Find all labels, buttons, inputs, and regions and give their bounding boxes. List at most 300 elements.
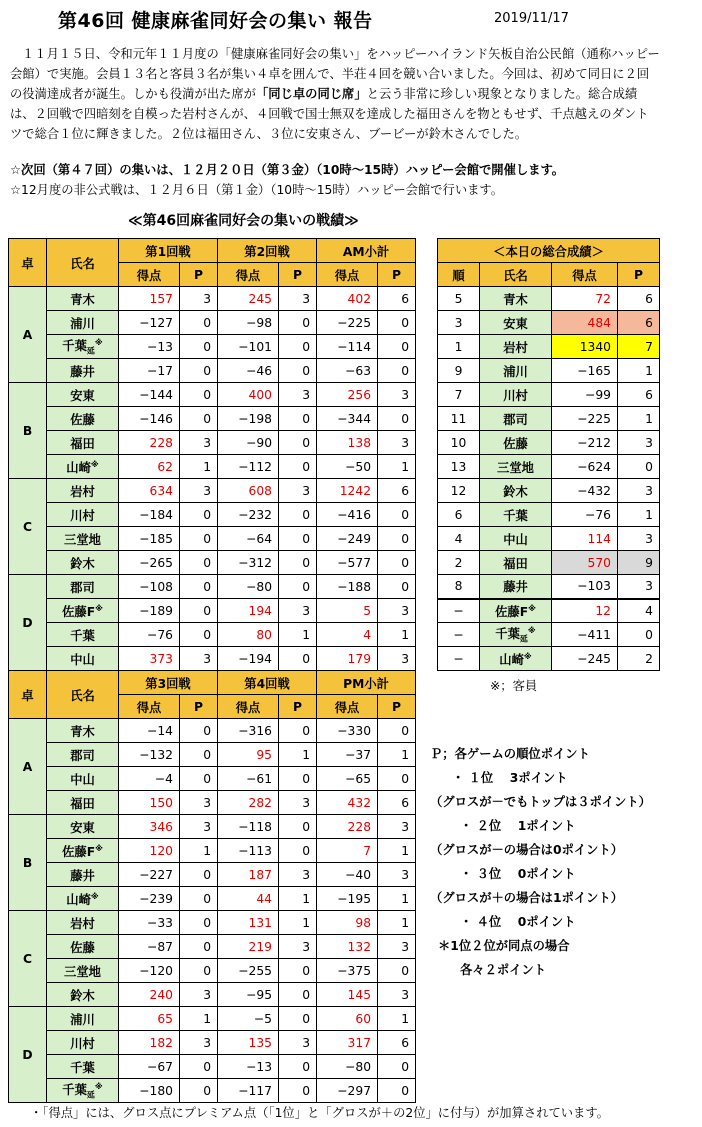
points-cell: 7: [618, 335, 660, 359]
table-id: D: [9, 575, 47, 671]
table-row: [9, 311, 416, 335]
col-header-rank: 順: [438, 263, 480, 287]
col-header-group: 第3回戦: [119, 671, 218, 695]
points-cell: 3: [180, 431, 218, 455]
player-name: [480, 623, 552, 647]
points-cell: 6: [618, 287, 660, 311]
col-header-score: 得点: [119, 263, 180, 287]
points-cell: 6: [378, 287, 416, 311]
points-cell: 1: [378, 911, 416, 935]
points-cell: 0: [180, 959, 218, 983]
rank-cell: −: [438, 623, 480, 647]
score-cell: −117: [218, 1079, 279, 1103]
points-cell: 0: [279, 407, 317, 431]
score-cell: −108: [119, 575, 180, 599]
table-id: C: [9, 911, 47, 1007]
points-cell: 1: [618, 359, 660, 383]
points-cell: 0: [180, 311, 218, 335]
points-cell: 3: [279, 287, 317, 311]
player-name-text: 佐藤: [503, 436, 528, 451]
player-name: [47, 503, 119, 527]
col-header-points: P: [279, 263, 317, 287]
points-cell: 6: [378, 791, 416, 815]
next-meeting-notice: ☆次回（第４７回）の集いは、１２月２０日（第３金）（10時〜15時）ハッピー会館で開催します。: [10, 163, 565, 177]
points-cell: 3: [180, 287, 218, 311]
points-cell: 0: [279, 983, 317, 1007]
col-header-name: 氏名: [47, 239, 119, 287]
score-cell: 346: [119, 815, 180, 839]
player-name-text: 佐藤F: [62, 844, 96, 859]
player-name-text: 藤井: [70, 868, 95, 883]
player-name: [480, 647, 552, 671]
score-cell: 282: [218, 791, 279, 815]
score-cell: 4: [317, 623, 378, 647]
points-cell: 0: [618, 455, 660, 479]
points-cell: 0: [279, 959, 317, 983]
score-cell: −180: [119, 1079, 180, 1103]
table-row: [9, 791, 416, 815]
legend-line: Ｐ；各ゲームの順位ポイント: [430, 747, 590, 761]
points-cell: 3: [279, 863, 317, 887]
score-cell: −40: [317, 863, 378, 887]
table-row: [9, 551, 416, 575]
points-cell: 0: [378, 335, 416, 359]
player-name-text: 藤井: [503, 580, 528, 595]
score-cell: 114: [552, 527, 618, 551]
score-cell: −227: [119, 863, 180, 887]
player-name: [47, 839, 119, 863]
player-name: [47, 311, 119, 335]
rank-cell: 8: [438, 575, 480, 599]
score-cell: 194: [218, 599, 279, 623]
points-cell: 9: [618, 551, 660, 575]
score-cell: −101: [218, 335, 279, 359]
points-cell: 0: [180, 551, 218, 575]
player-name: [47, 599, 119, 623]
points-cell: 0: [618, 623, 660, 647]
points-cell: 3: [180, 1031, 218, 1055]
table-row: [9, 1031, 416, 1055]
player-name-text: 中山: [70, 652, 95, 667]
score-cell: 1242: [317, 479, 378, 503]
guest-mark: ※: [95, 603, 103, 613]
player-name: [47, 575, 119, 599]
points-cell: 6: [618, 383, 660, 407]
player-name: [47, 479, 119, 503]
col-header-group: 第4回戦: [218, 671, 317, 695]
score-cell: −411: [552, 623, 618, 647]
player-name-text: 中山: [70, 772, 95, 787]
score-cell: −416: [317, 503, 378, 527]
score-cell: −432: [552, 479, 618, 503]
points-cell: 3: [180, 815, 218, 839]
points-cell: 0: [180, 911, 218, 935]
player-name-text: 郡司: [503, 412, 528, 427]
player-name-text: 三堂地: [64, 532, 101, 547]
score-cell: −255: [218, 959, 279, 983]
points-cell: 1: [378, 887, 416, 911]
points-cell: 0: [378, 527, 416, 551]
points-cell: 3: [618, 431, 660, 455]
player-name-text: 郡司: [70, 580, 95, 595]
score-cell: −95: [218, 983, 279, 1007]
score-cell: −330: [317, 719, 378, 743]
points-cell: 0: [279, 815, 317, 839]
score-cell: 256: [317, 383, 378, 407]
player-name: [47, 407, 119, 431]
score-cell: −13: [218, 1055, 279, 1079]
col-header-group: PM小計: [317, 671, 416, 695]
rank-cell: 6: [438, 503, 480, 527]
points-cell: 1: [279, 743, 317, 767]
score-cell: −90: [218, 431, 279, 455]
table-row: [9, 911, 416, 935]
score-cell: −232: [218, 503, 279, 527]
col-header-points: P: [378, 695, 416, 719]
player-name-text: 安東: [70, 820, 95, 835]
score-cell: −63: [317, 359, 378, 383]
player-name: [47, 743, 119, 767]
points-cell: 0: [279, 1079, 317, 1103]
player-name-text: 藤井: [70, 364, 95, 379]
points-cell: 1: [378, 455, 416, 479]
rank-cell: 10: [438, 431, 480, 455]
col-header-score: 得点: [218, 695, 279, 719]
points-cell: 3: [378, 599, 416, 623]
points-cell: 1: [618, 407, 660, 431]
player-name-text: 中山: [503, 532, 528, 547]
score-cell: 570: [552, 551, 618, 575]
player-name: [47, 359, 119, 383]
legend-line: （グロスが－の場合は0ポイント）: [430, 843, 624, 857]
score-cell: 65: [119, 1007, 180, 1031]
points-cell: 0: [180, 503, 218, 527]
points-cell: 0: [279, 311, 317, 335]
points-cell: 1: [180, 839, 218, 863]
pm-results-table: [8, 670, 416, 1103]
player-name: [47, 983, 119, 1007]
score-cell: 72: [552, 287, 618, 311]
player-name: [480, 575, 552, 599]
points-cell: 6: [378, 1031, 416, 1055]
legend-line: ・ ２位 1ポイント: [460, 819, 576, 833]
player-name: [47, 767, 119, 791]
points-cell: 0: [279, 839, 317, 863]
points-cell: 1: [180, 1007, 218, 1031]
score-cell: 634: [119, 479, 180, 503]
name-subscript: 延: [86, 1090, 95, 1100]
score-cell: 179: [317, 647, 378, 671]
score-cell: −184: [119, 503, 180, 527]
table-id: B: [9, 383, 47, 479]
score-cell: −189: [119, 599, 180, 623]
col-header-group: AM小計: [317, 239, 416, 263]
score-cell: −312: [218, 551, 279, 575]
rank-cell: 12: [438, 479, 480, 503]
player-name: [480, 407, 552, 431]
am-results-table: [8, 238, 416, 671]
points-cell: 1: [279, 623, 317, 647]
player-name-text: 千葉: [62, 1083, 87, 1098]
score-cell: −87: [119, 935, 180, 959]
player-name: [47, 791, 119, 815]
rank-cell: 7: [438, 383, 480, 407]
player-name-text: 川村: [70, 508, 95, 523]
points-cell: 0: [180, 407, 218, 431]
table-row: [9, 1007, 416, 1031]
score-cell: −64: [218, 527, 279, 551]
player-name-text: 岩村: [70, 484, 95, 499]
guest-mark: ※: [94, 338, 103, 348]
score-cell: −80: [317, 1055, 378, 1079]
points-cell: 3: [279, 1031, 317, 1055]
table-row: [9, 719, 416, 743]
points-cell: 1: [378, 839, 416, 863]
score-cell: −212: [552, 431, 618, 455]
score-cell: 131: [218, 911, 279, 935]
score-cell: 240: [119, 983, 180, 1007]
player-name-text: 青木: [70, 724, 95, 739]
score-cell: −4: [119, 767, 180, 791]
score-cell: −37: [317, 743, 378, 767]
player-name: [480, 455, 552, 479]
name-subscript: 延: [519, 634, 528, 644]
points-cell: 0: [180, 767, 218, 791]
table-row: [438, 287, 660, 311]
points-cell: 3: [279, 935, 317, 959]
table-row: [438, 479, 660, 503]
player-name: [480, 551, 552, 575]
points-cell: 0: [279, 575, 317, 599]
score-cell: −146: [119, 407, 180, 431]
score-cell: −132: [119, 743, 180, 767]
rank-cell: 3: [438, 311, 480, 335]
score-cell: 80: [218, 623, 279, 647]
col-header-score: 得点: [218, 263, 279, 287]
score-cell: −98: [218, 311, 279, 335]
table-row: [9, 383, 416, 407]
score-cell: 44: [218, 887, 279, 911]
points-cell: 0: [279, 503, 317, 527]
player-name: [480, 527, 552, 551]
table-row: [9, 575, 416, 599]
intro-text-2: と云う非常に珍しい現象となりました。総合成績は、２回戦で四暗刻を自模った岩村さんが、４回戦で国士無双を達成した福田さんを物ともせず、千点越えのダントツで総合１位に輝きました。２位は福田さん、３位に安東さん、ブービーが鈴木さんでした。: [10, 87, 649, 141]
score-cell: 608: [218, 479, 279, 503]
score-cell: −65: [317, 767, 378, 791]
points-cell: 1: [378, 743, 416, 767]
table-row: [9, 431, 416, 455]
table-row: [438, 335, 660, 359]
player-name-text: 三堂地: [64, 964, 101, 979]
score-cell: −577: [317, 551, 378, 575]
points-cell: 4: [618, 599, 660, 623]
col-header-score: 得点: [119, 695, 180, 719]
table-row: [9, 959, 416, 983]
player-name: [480, 335, 552, 359]
player-name-text: 鈴木: [70, 988, 95, 1003]
score-cell: 5: [317, 599, 378, 623]
score-cell: 12: [552, 599, 618, 623]
points-cell: 0: [180, 863, 218, 887]
guest-mark: ※: [90, 891, 99, 901]
score-cell: 228: [119, 431, 180, 455]
points-cell: 1: [279, 911, 317, 935]
points-cell: 0: [180, 1055, 218, 1079]
points-cell: 0: [378, 551, 416, 575]
player-name-text: 三堂地: [497, 460, 534, 475]
score-cell: −5: [218, 1007, 279, 1031]
score-cell: −624: [552, 455, 618, 479]
intro-text-1: １１月１５日、令和元年１１月度の「健康麻雀同好会の集い」をハッピーハイランド矢板自治公民館（通称ハッピー会館）で実施。会員１３名と客員３名が集い４卓を囲んで、半荘４回を競い合いました。今回は、初めて同日に２回の役満達成者が誕生。しかも役満が出た席が: [10, 47, 660, 101]
table-row: [9, 983, 416, 1007]
score-cell: −185: [119, 527, 180, 551]
score-cell: 317: [317, 1031, 378, 1055]
table-row: [9, 527, 416, 551]
table-row: [438, 623, 660, 647]
table-row: [9, 863, 416, 887]
player-name-text: 佐藤: [70, 940, 95, 955]
points-cell: 3: [279, 479, 317, 503]
col-header-points: P: [180, 695, 218, 719]
points-cell: 6: [618, 311, 660, 335]
points-cell: 0: [378, 959, 416, 983]
legend-line: 各々２ポイント: [460, 963, 547, 977]
player-name-text: 郡司: [70, 748, 95, 763]
score-cell: 187: [218, 863, 279, 887]
player-name: [47, 335, 119, 359]
table-row: [9, 503, 416, 527]
player-name: [47, 623, 119, 647]
table-row: [438, 407, 660, 431]
player-name: [47, 887, 119, 911]
col-header-table: 卓: [9, 671, 47, 719]
points-cell: 3: [378, 815, 416, 839]
table-row: [9, 479, 416, 503]
player-name-text: 千葉: [70, 628, 95, 643]
score-cell: −112: [218, 455, 279, 479]
player-name-text: 岩村: [70, 916, 95, 931]
score-cell: −50: [317, 455, 378, 479]
player-name-text: 青木: [503, 292, 528, 307]
points-cell: 0: [180, 335, 218, 359]
points-cell: 0: [180, 1079, 218, 1103]
score-cell: 7: [317, 839, 378, 863]
table-id: A: [9, 287, 47, 383]
player-name-text: 青木: [70, 292, 95, 307]
table-row: [438, 503, 660, 527]
score-cell: 132: [317, 935, 378, 959]
player-name-text: 安東: [503, 316, 528, 331]
player-name: [47, 527, 119, 551]
score-cell: −80: [218, 575, 279, 599]
score-cell: −144: [119, 383, 180, 407]
points-cell: 3: [180, 791, 218, 815]
rank-cell: 11: [438, 407, 480, 431]
legend-line: ・ ４位 0ポイント: [460, 915, 576, 929]
table-row: [9, 599, 416, 623]
table-row: [9, 359, 416, 383]
score-cell: −76: [552, 503, 618, 527]
table-id: B: [9, 815, 47, 911]
player-name-text: 千葉: [503, 508, 528, 523]
score-cell: −188: [317, 575, 378, 599]
points-cell: 0: [180, 575, 218, 599]
points-cell: 3: [378, 935, 416, 959]
score-cell: 98: [317, 911, 378, 935]
guest-note: ※；客員: [490, 679, 538, 693]
score-cell: −165: [552, 359, 618, 383]
col-header-points: P: [618, 263, 660, 287]
player-name: [47, 911, 119, 935]
score-cell: −120: [119, 959, 180, 983]
player-name: [47, 383, 119, 407]
score-cell: −297: [317, 1079, 378, 1103]
intro-bold: 「同じ卓の同じ席」: [255, 87, 367, 101]
col-header-group: 第1回戦: [119, 239, 218, 263]
points-cell: 0: [180, 359, 218, 383]
score-cell: 1340: [552, 335, 618, 359]
player-name: [47, 1079, 119, 1103]
points-cell: 0: [378, 359, 416, 383]
points-cell: 0: [279, 359, 317, 383]
points-cell: 2: [618, 647, 660, 671]
intro-paragraph: [10, 44, 660, 144]
table-row: [9, 935, 416, 959]
score-cell: −245: [552, 647, 618, 671]
player-name: [47, 647, 119, 671]
unofficial-match-notice: ☆12月度の非公式戦は、１２月６日（第１金）（10時〜15時）ハッピー会館で行います。: [10, 183, 504, 197]
points-cell: 0: [279, 767, 317, 791]
table-row: [438, 455, 660, 479]
player-name: [480, 311, 552, 335]
table-row: [438, 311, 660, 335]
player-name: [47, 431, 119, 455]
score-cell: −198: [218, 407, 279, 431]
score-cell: −316: [218, 719, 279, 743]
col-header-name: 氏名: [480, 263, 552, 287]
col-header-points: P: [279, 695, 317, 719]
table-id: D: [9, 1007, 47, 1103]
score-cell: −249: [317, 527, 378, 551]
points-cell: 0: [279, 1007, 317, 1031]
table-row: [9, 743, 416, 767]
rank-cell: 13: [438, 455, 480, 479]
points-cell: 0: [180, 887, 218, 911]
table-row: [9, 767, 416, 791]
table-row: [438, 551, 660, 575]
score-cell: −225: [552, 407, 618, 431]
rank-cell: 2: [438, 551, 480, 575]
points-cell: 0: [180, 599, 218, 623]
score-cell: 228: [317, 815, 378, 839]
points-cell: 3: [279, 599, 317, 623]
player-name-text: 福田: [70, 436, 95, 451]
col-header-points: P: [378, 263, 416, 287]
score-cell: −67: [119, 1055, 180, 1079]
score-cell: 432: [317, 791, 378, 815]
table-row: [438, 527, 660, 551]
score-cell: 245: [218, 287, 279, 311]
player-name-text: 浦川: [70, 316, 95, 331]
player-name: [47, 455, 119, 479]
points-cell: 0: [279, 431, 317, 455]
player-name: [47, 1031, 119, 1055]
points-cell: 0: [378, 767, 416, 791]
score-cell: −99: [552, 383, 618, 407]
player-name: [480, 479, 552, 503]
points-cell: 0: [180, 623, 218, 647]
points-cell: 0: [279, 551, 317, 575]
